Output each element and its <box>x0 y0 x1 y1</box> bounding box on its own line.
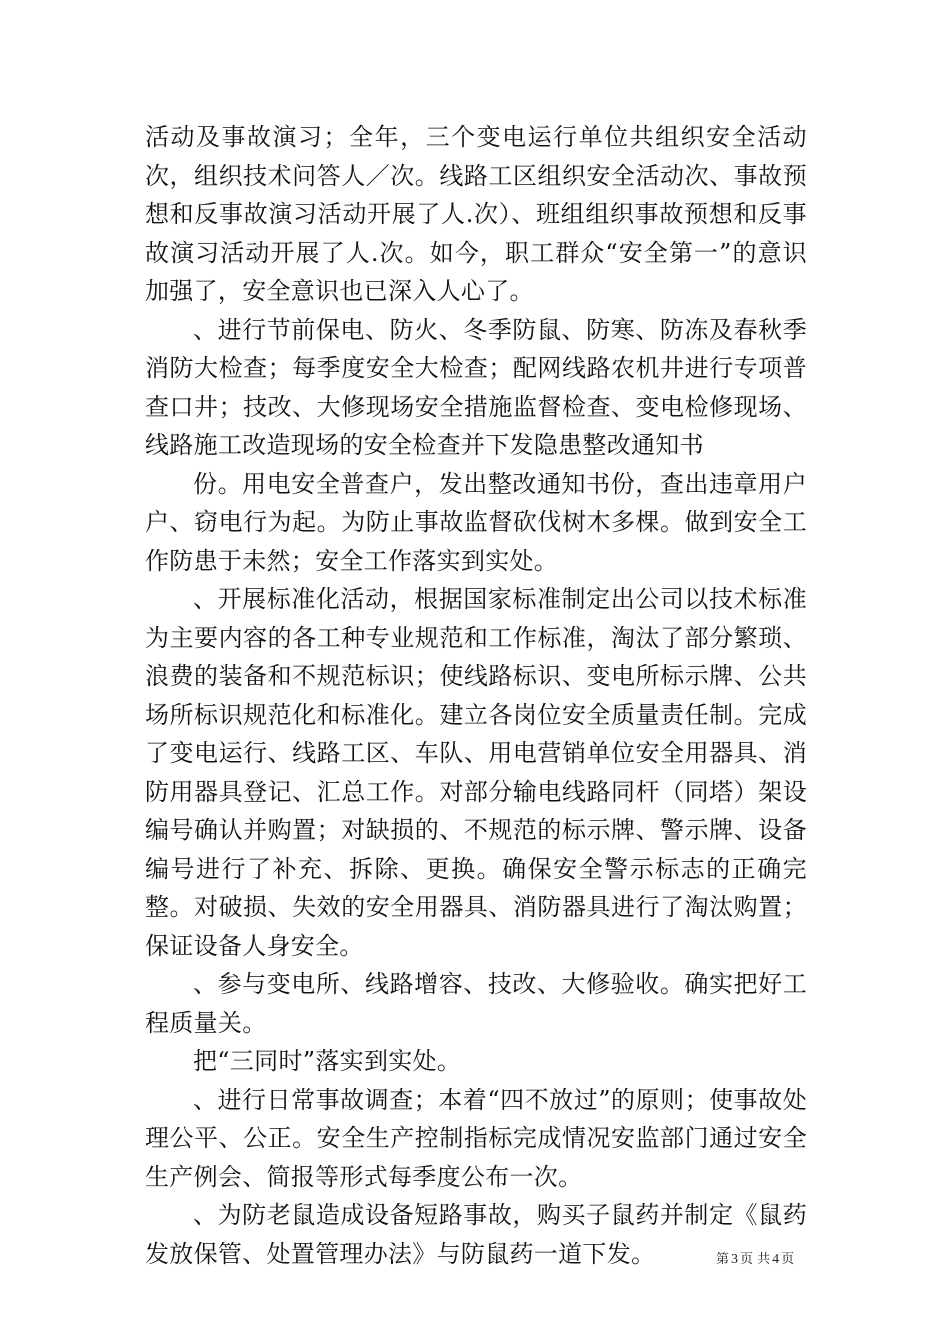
paragraph-7: 、进行日常事故调查；本着“四不放过”的原则；使事故处理公平、公正。安全生产控制指标完成情况安监部门通过安全生产例会、简报等形式每季度公布一次。 <box>145 1085 807 1191</box>
page-footer <box>716 1248 794 1268</box>
footer-current-page: 3 <box>731 1252 739 1267</box>
paragraph-3: 份。用电安全普查户，发出整改通知书份，查出违章用户户、窃电行为起。为防止事故监督砍伐树木多棵。做到安全工作防患于未然；安全工作落实到实处。 <box>145 469 807 575</box>
paragraph-5: 、参与变电所、线路增容、技改、大修验收。确实把好工程质量关。 <box>145 970 807 1037</box>
paragraph-1: 活动及事故演习；全年，三个变电运行单位共组织安全活动次，组织技术问答人／次。线路工区组织安全活动次、事故预想和反事故演习活动开展了人.次）、班组组织事故预想和反事故演习活动开展了人.次。如今，职工群众“安全第一”的意识加强了，安全意识也已深入人心了。 <box>145 123 807 305</box>
footer-middle: 页 共 <box>740 1252 771 1267</box>
footer-total-pages: 4 <box>772 1252 780 1267</box>
paragraph-4: 、开展标准化活动，根据国家标准制定出公司以技术标准为主要内容的各工种专业规范和工作标准，淘汰了部分繁琐、浪费的装备和不规范标识；使线路标识、变电所标示牌、公共场所标识规范化和标准化。建立各岗位安全质量责任制。完成了变电运行、线路工区、车队、用电营销单位安全用器具、消防用器具登记、汇总工作。对部分输电线路同杆（同塔）架设编号确认并购置；对缺损的、不规范的标示牌、警示牌、设备编号进行了补充、拆除、更换。确保安全警示标志的正确完整。对破损、失效的安全用器具、消防器具进行了淘汰购置；保证设备人身安全。 <box>145 585 807 960</box>
paragraph-2: 、进行节前保电、防火、冬季防鼠、防寒、防冻及春秋季消防大检查；每季度安全大检查；配网线路农机井进行专项普查口井；技改、大修现场安全措施监督检查、变电检修现场、线路施工改造现场的安全检查并下发隐患整改通知书 <box>145 315 807 459</box>
footer-suffix: 页 <box>781 1252 795 1267</box>
footer-prefix: 第 <box>716 1252 730 1267</box>
paragraph-6: 把“三同时”落实到实处。 <box>193 1047 462 1075</box>
paragraph-8: 、为防老鼠造成设备短路事故，购买子鼠药并制定《鼠药发放保管、处置管理办法》与防鼠药一道下发。 <box>145 1201 807 1268</box>
document-body <box>145 118 807 1273</box>
